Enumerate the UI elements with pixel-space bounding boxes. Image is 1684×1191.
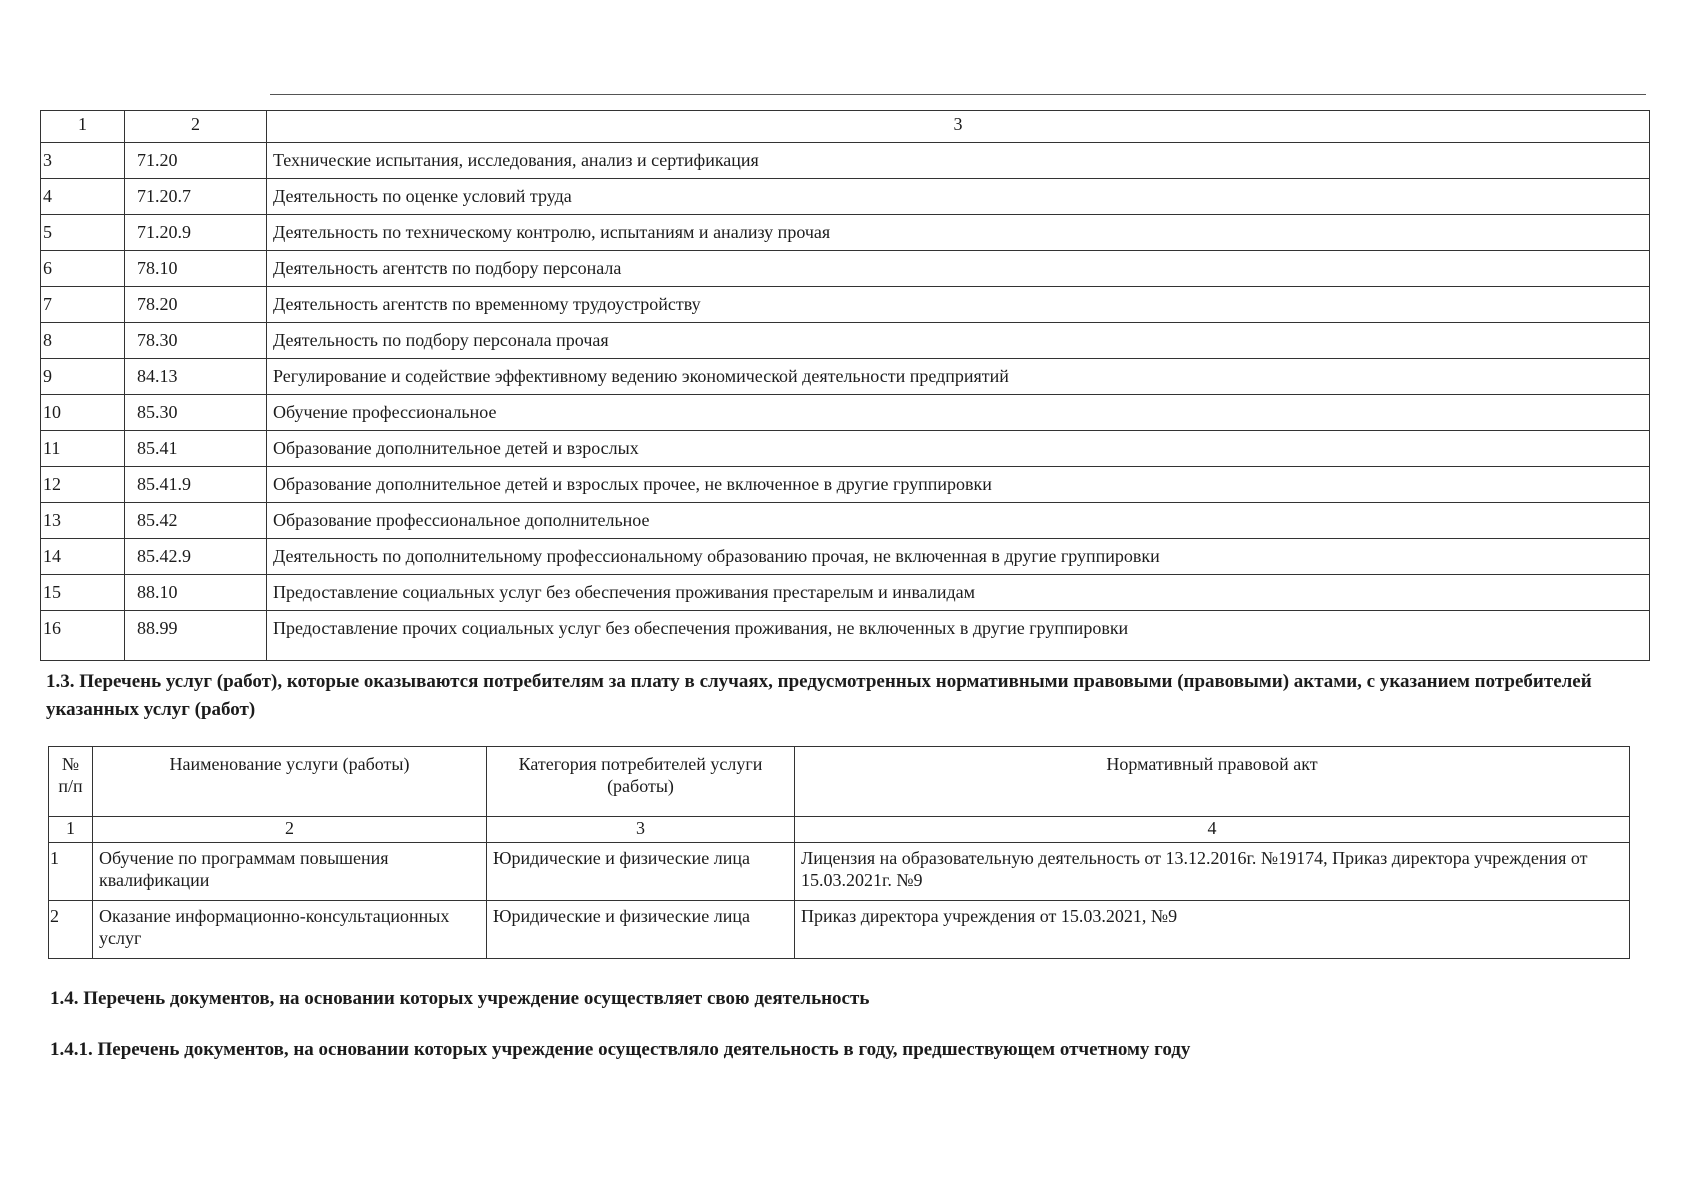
okved-code: 85.30 bbox=[125, 395, 267, 431]
service-number: 2 bbox=[49, 901, 93, 959]
activity-name: Деятельность агентств по подбору персонала bbox=[267, 251, 1650, 287]
service-name: Обучение по программам повышения квалификации bbox=[93, 843, 487, 901]
row-number: 13 bbox=[41, 503, 125, 539]
table-row bbox=[41, 251, 1650, 287]
services-colnum-3: 3 bbox=[487, 817, 795, 843]
okved-code: 71.20.7 bbox=[125, 179, 267, 215]
activity-name: Деятельность по подбору персонала прочая bbox=[267, 323, 1650, 359]
services-colnum-2: 2 bbox=[93, 817, 487, 843]
activity-name: Технические испытания, исследования, анализ и сертификация bbox=[267, 143, 1650, 179]
okved-table-header-row bbox=[41, 111, 1650, 143]
activity-name: Образование профессиональное дополнительное bbox=[267, 503, 1650, 539]
section-1-4-heading: 1.4. Перечень документов, на основании которых учреждение осуществляет свою деятельность bbox=[50, 988, 870, 1009]
activity-name: Регулирование и содействие эффективному ведению экономической деятельности предприятий bbox=[267, 359, 1650, 395]
paid-services-table bbox=[48, 746, 1630, 959]
row-number: 12 bbox=[41, 467, 125, 503]
row-number: 7 bbox=[41, 287, 125, 323]
okved-header-col-3: 3 bbox=[267, 111, 1650, 143]
activity-name: Образование дополнительное детей и взрослых прочее, не включенное в другие группировки bbox=[267, 467, 1650, 503]
service-act: Приказ директора учреждения от 15.03.2021, №9 bbox=[795, 901, 1630, 959]
services-colnum-4: 4 bbox=[795, 817, 1630, 843]
service-number: 1 bbox=[49, 843, 93, 901]
table-row bbox=[41, 179, 1650, 215]
services-header-number: № п/п bbox=[49, 747, 93, 817]
activity-name: Деятельность агентств по временному трудоустройству bbox=[267, 287, 1650, 323]
table-row bbox=[49, 901, 1630, 959]
section-1-3-heading: 1.3. Перечень услуг (работ), которые оказываются потребителям за плату в случаях, предусмотренных нормативными правовыми (правовыми) актами, с указанием потребителей указанных услуг (работ) bbox=[46, 671, 1592, 720]
table-row bbox=[41, 287, 1650, 323]
table-row bbox=[41, 611, 1650, 661]
okved-code: 84.13 bbox=[125, 359, 267, 395]
table-row bbox=[41, 467, 1650, 503]
okved-code: 78.10 bbox=[125, 251, 267, 287]
okved-code: 71.20.9 bbox=[125, 215, 267, 251]
section-1-4-1-heading: 1.4.1. Перечень документов, на основании которых учреждение осуществляло деятельность в году, предшествующем отчетному году bbox=[50, 1039, 1191, 1060]
row-number: 15 bbox=[41, 575, 125, 611]
activity-name: Предоставление социальных услуг без обеспечения проживания престарелым и инвалидам bbox=[267, 575, 1650, 611]
table-row bbox=[41, 503, 1650, 539]
okved-code: 85.41 bbox=[125, 431, 267, 467]
row-number: 14 bbox=[41, 539, 125, 575]
row-number: 8 bbox=[41, 323, 125, 359]
table-row bbox=[41, 431, 1650, 467]
services-header-consumers: Категория потребителей услуги (работы) bbox=[487, 747, 795, 817]
table-row bbox=[41, 359, 1650, 395]
okved-code: 71.20 bbox=[125, 143, 267, 179]
okved-table bbox=[40, 110, 1650, 661]
okved-code: 78.20 bbox=[125, 287, 267, 323]
okved-code: 85.42.9 bbox=[125, 539, 267, 575]
service-consumers: Юридические и физические лица bbox=[487, 901, 795, 959]
table-row bbox=[41, 215, 1650, 251]
activity-name: Предоставление прочих социальных услуг без обеспечения проживания, не включенных в другие группировки bbox=[267, 611, 1650, 661]
row-number: 3 bbox=[41, 143, 125, 179]
okved-header-col-1: 1 bbox=[41, 111, 125, 143]
row-number: 6 bbox=[41, 251, 125, 287]
row-number: 5 bbox=[41, 215, 125, 251]
service-act: Лицензия на образовательную деятельность от 13.12.2016г. №19174, Приказ директора учреждения от 15.03.2021г. №9 bbox=[795, 843, 1630, 901]
services-colnum-1: 1 bbox=[49, 817, 93, 843]
row-number: 11 bbox=[41, 431, 125, 467]
table-row bbox=[41, 143, 1650, 179]
services-table-column-numbers bbox=[49, 817, 1630, 843]
activity-name: Деятельность по дополнительному профессиональному образованию прочая, не включенная в другие группировки bbox=[267, 539, 1650, 575]
table-row bbox=[41, 539, 1650, 575]
activity-name: Деятельность по техническому контролю, испытаниям и анализу прочая bbox=[267, 215, 1650, 251]
okved-code: 85.41.9 bbox=[125, 467, 267, 503]
activity-name: Образование дополнительное детей и взрослых bbox=[267, 431, 1650, 467]
service-name: Оказание информационно-консультационных услуг bbox=[93, 901, 487, 959]
table-row bbox=[49, 843, 1630, 901]
okved-code: 78.30 bbox=[125, 323, 267, 359]
services-table-header-row bbox=[49, 747, 1630, 817]
table-row bbox=[41, 575, 1650, 611]
row-number: 4 bbox=[41, 179, 125, 215]
services-header-name: Наименование услуги (работы) bbox=[93, 747, 487, 817]
row-number: 16 bbox=[41, 611, 125, 661]
okved-code: 88.10 bbox=[125, 575, 267, 611]
row-number: 9 bbox=[41, 359, 125, 395]
okved-code: 85.42 bbox=[125, 503, 267, 539]
services-header-act: Нормативный правовой акт bbox=[795, 747, 1630, 817]
table-row bbox=[41, 395, 1650, 431]
activity-name: Обучение профессиональное bbox=[267, 395, 1650, 431]
okved-header-col-2: 2 bbox=[125, 111, 267, 143]
service-consumers: Юридические и физические лица bbox=[487, 843, 795, 901]
okved-code: 88.99 bbox=[125, 611, 267, 661]
top-rule-line bbox=[270, 94, 1646, 95]
okved-table-body bbox=[41, 143, 1650, 661]
activity-name: Деятельность по оценке условий труда bbox=[267, 179, 1650, 215]
table-row bbox=[41, 323, 1650, 359]
row-number: 10 bbox=[41, 395, 125, 431]
